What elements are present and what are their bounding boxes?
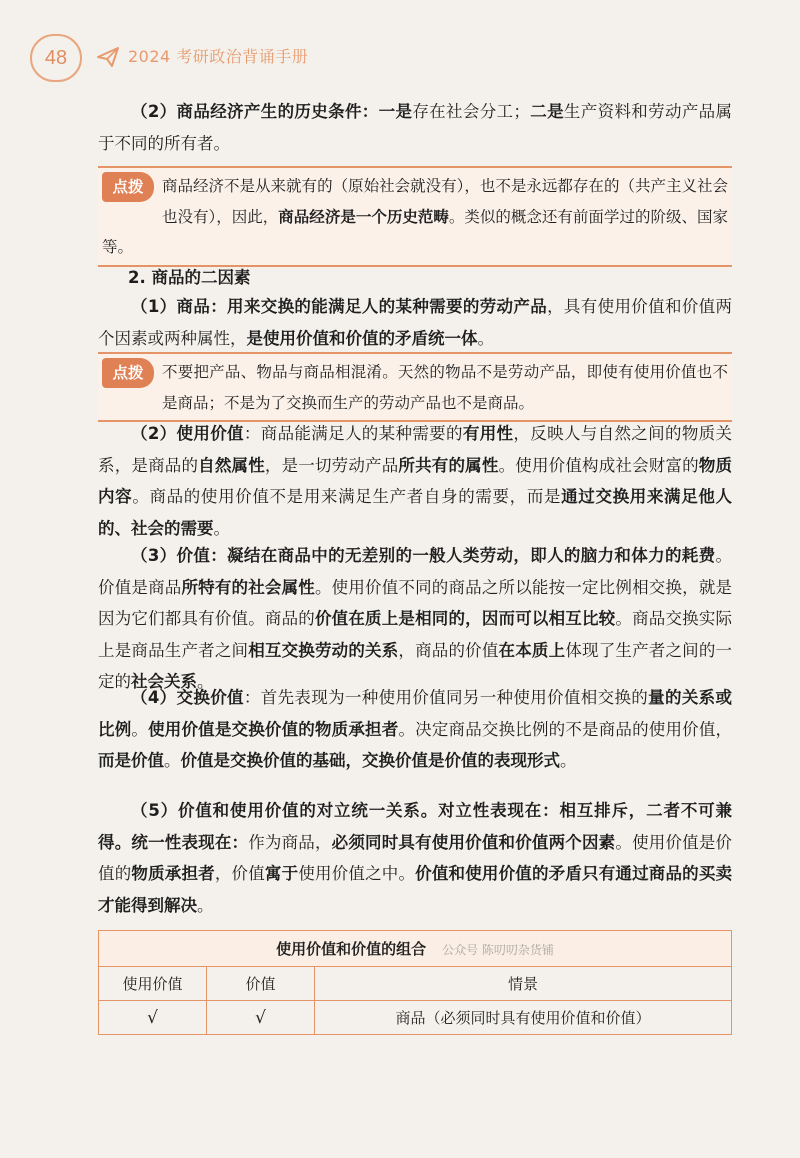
- text-fragment: 。: [197, 672, 214, 691]
- text-fragment: 。: [164, 751, 181, 770]
- text-fragment: 。: [131, 719, 149, 739]
- table-header-cell: 情景: [315, 967, 732, 1001]
- text-fragment: 。商品的使用价值不是用来满足生产者自身的需要，而是: [132, 487, 562, 506]
- text-fragment: 有用性: [462, 424, 514, 443]
- text-fragment: 使用价值之中。: [298, 864, 416, 883]
- tip-box-2: [98, 352, 732, 422]
- book-title: 2024 考研政治背诵手册: [128, 47, 309, 66]
- text-fragment: 寓于: [264, 864, 299, 883]
- text-fragment: 价值在质上是相同的，因而可以相互比较: [314, 609, 616, 628]
- text-fragment: 物质承担者: [131, 864, 215, 883]
- text-fragment: ，是一切劳动产品: [264, 455, 399, 475]
- text-fragment: 商品经济不是从来就有的（原始社会就没有），也不是永远都存在的（共产主义社会也没有），因此，: [162, 177, 728, 226]
- tip-box-1: [98, 166, 732, 267]
- text-fragment: 作为商品，: [248, 832, 332, 852]
- table-header-cell: 使用价值: [99, 967, 207, 1001]
- table-header-cell: 价值: [207, 967, 315, 1001]
- text-fragment: 而是价值: [98, 751, 164, 770]
- text-fragment: 自然属性: [198, 455, 265, 475]
- paragraph-commodity: [98, 291, 732, 354]
- paragraph-unity-of-opposites: [98, 795, 732, 921]
- text-fragment: 所特有的社会属性: [181, 577, 315, 597]
- text-fragment: 物质内容: [98, 455, 733, 506]
- paragraph-value: [98, 540, 732, 698]
- text-fragment: 社会关系: [131, 672, 197, 691]
- table-caption: [99, 931, 732, 967]
- text-fragment: ，商品的价值: [398, 640, 499, 660]
- text-fragment: 。: [197, 895, 214, 915]
- page-number: 48: [30, 34, 82, 82]
- text-fragment: 一是: [378, 102, 413, 121]
- text-fragment: ：商品能满足人的某种需要的: [243, 424, 463, 443]
- text-fragment: 通过交换用来满足他人的、社会的需要: [98, 487, 733, 538]
- text-fragment: 。: [560, 751, 577, 770]
- paper-plane-icon: [96, 46, 120, 68]
- table-cell: √: [207, 1001, 315, 1035]
- paragraph-use-value: [98, 418, 732, 544]
- text-fragment: 。决定商品交换比例的不是商品的使用价值，: [398, 719, 733, 739]
- text-fragment: 生产资料和劳动产品属于不同的所有者。: [98, 102, 733, 153]
- table-cell: 商品（必须同时具有使用价值和价值）: [315, 1001, 732, 1035]
- text-fragment: 在本质上: [498, 640, 566, 660]
- text-fragment: ：首先表现为一种使用价值同另一种使用价值相交换的: [243, 688, 649, 707]
- text-fragment: 。使用价值不同的商品之所以能按一定比例相交换，就是因为它们都具有价值。商品的: [98, 577, 733, 628]
- watermark: 公众号 陈叨叨杂货铺: [442, 943, 554, 957]
- text-fragment: 。使用价值构成社会财富的: [498, 455, 699, 475]
- table-cell: √: [99, 1001, 207, 1035]
- table-row: [99, 1001, 732, 1035]
- text-fragment: 使用价值是交换价值的物质承担者: [148, 719, 399, 739]
- text-fragment: ，价值: [214, 864, 265, 883]
- text-fragment: 所共有的属性: [398, 455, 499, 475]
- text-fragment: 相互交换劳动的关系: [248, 640, 399, 660]
- section-label: （2）商品经济产生的历史条件：: [131, 102, 379, 121]
- text-fragment: （4）交换价值: [131, 688, 244, 707]
- text-fragment: 是使用价值和价值的矛盾统一体: [246, 328, 478, 348]
- text-fragment: 价值和使用价值的矛盾只有通过商品的买卖才能得到解决: [98, 864, 733, 915]
- text-fragment: 。使用价值是价值的: [98, 832, 733, 883]
- text-fragment: （1）商品：用来交换的能满足人的某种需要的劳动产品: [131, 297, 548, 316]
- text-fragment: 量的关系或比例: [98, 688, 733, 739]
- text-fragment: 。价值是商品: [98, 546, 732, 597]
- text-fragment: 二是: [529, 102, 564, 121]
- tip-badge: 点拨: [102, 172, 154, 202]
- paragraph-historical-conditions: [98, 96, 732, 159]
- table-title: 使用价值和价值的组合: [276, 940, 427, 958]
- tip-text: 不要把产品、物品与商品相混淆。天然的物品不是劳动产品，即使有使用价值也不是商品；不是为了交换而生产的劳动产品也不是商品。: [162, 363, 728, 412]
- page-header: [30, 30, 770, 86]
- text-fragment: （2）使用价值: [131, 424, 244, 443]
- text-fragment: 。: [477, 328, 494, 348]
- section-heading: 2. 商品的二因素: [128, 268, 251, 287]
- tip-text: [102, 171, 728, 263]
- table-header-row: [99, 967, 732, 1001]
- text-fragment: 商品经济是一个历史范畴: [278, 206, 449, 226]
- text-fragment: （3）价值：凝结在商品中的无差别的一般人类劳动，即人的脑力和体力的耗费: [131, 546, 716, 565]
- text-fragment: ，具有使用价值和价值两个因素或两种属性，: [98, 297, 733, 348]
- text-fragment: 价值是交换价值的基础，交换价值是价值的表现形式: [180, 751, 560, 770]
- text-fragment: 存在社会分工；: [412, 102, 530, 121]
- use-value-value-table: [98, 930, 732, 1035]
- text-fragment: 体现了生产者之间的一定的: [98, 640, 733, 691]
- text-fragment: （5）价值和使用价值的对立统一关系。对立性表现在：相互排斥，二者不可兼得。统一性表现在：: [98, 801, 732, 852]
- text-fragment: 。: [213, 518, 230, 538]
- text-fragment: ，反映人与自然之间的物质关系，是商品的: [98, 424, 733, 475]
- text-fragment: 。类似的概念还有前面学过的阶级、国家等。: [102, 207, 728, 256]
- tip-badge: 点拨: [102, 358, 154, 388]
- text-fragment: 。商品交换实际上是商品生产者之间: [98, 609, 733, 660]
- paragraph-exchange-value: [98, 682, 732, 777]
- text-fragment: 必须同时具有使用价值和价值两个因素: [331, 832, 616, 852]
